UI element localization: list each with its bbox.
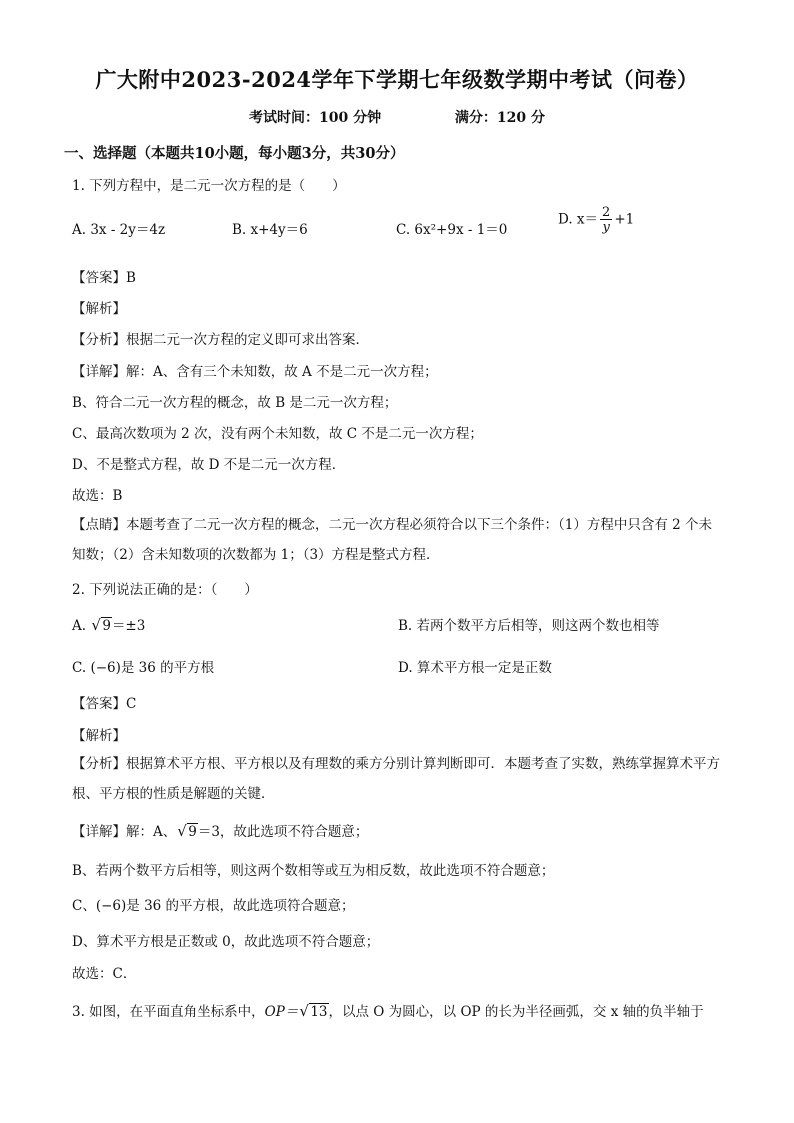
q2-analysis-label: 【解析】 xyxy=(72,728,126,744)
q1-option-d-suffix: +1 xyxy=(614,211,635,228)
q1-answer: 【答案】B xyxy=(72,270,136,286)
fraction-numerator: 2 xyxy=(602,205,611,220)
q2-choose: 故选：C． xyxy=(72,966,137,982)
exam-time: 考试时间：100 分钟 xyxy=(249,110,382,126)
q2-option-c-suffix: 是 36 的平方根 xyxy=(120,660,215,676)
q2-answer: 【答案】C xyxy=(72,696,137,712)
q1-stem: 1. 下列方程中，是二元一次方程的是（ ） xyxy=(72,178,346,194)
q1-analysis-label: 【解析】 xyxy=(72,301,126,317)
q3-stem xyxy=(72,1000,704,1020)
sqrt-symbol xyxy=(178,824,198,840)
q1-option-d xyxy=(558,206,634,234)
q2-xiangjie xyxy=(72,820,368,840)
q1-option-d-fraction xyxy=(600,206,612,234)
q3-suffix: ，以点 O 为圆心，以 OP 的长为半径画弧，交 x 轴的负半轴于 xyxy=(328,1004,704,1020)
q3-op-label: OP＝ xyxy=(264,1004,299,1020)
q1-explain-d: D、不是整式方程，故 D 不是二元一次方程． xyxy=(72,457,346,473)
fraction-denominator: y xyxy=(602,220,610,235)
q2-option-a xyxy=(72,614,145,634)
sqrt-radicand: 9 xyxy=(188,824,197,840)
q2-option-c xyxy=(72,656,214,676)
q2-explain-c-expr: (−6) xyxy=(95,898,127,914)
q2-option-a-prefix: A. xyxy=(72,618,87,634)
q1-explain-b: B、符合二元一次方程的概念，故 B 是二元一次方程； xyxy=(72,395,398,411)
q2-option-a-suffix: ＝±3 xyxy=(111,618,146,634)
q2-explain-c-prefix: C、 xyxy=(72,898,96,914)
q2-stem: 2. 下列说法正确的是：（ ） xyxy=(72,582,258,598)
q1-xiangjie: 【详解】解：A、含有三个未知数，故 A 不是二元一次方程； xyxy=(72,364,438,380)
q1-choose: 故选：B xyxy=(72,488,123,504)
q1-option-b: B. x+4y＝6 xyxy=(232,222,308,238)
exam-title: 广大附中2023-2024学年下学期七年级数学期中考试（问卷） xyxy=(95,67,699,92)
q1-explain-c: C、最高次数项为 2 次，没有两个未知数，故 C 不是二元一次方程； xyxy=(72,426,483,442)
q2-xiangjie-prefix: 【详解】解：A、 xyxy=(72,824,177,840)
section-heading: 一、选择题（本题共10小题，每小题3分，共30分） xyxy=(64,145,405,162)
sqrt-radicand: 9 xyxy=(102,618,111,634)
exam-score: 满分：120 分 xyxy=(454,110,545,126)
sqrt-radicand: 13 xyxy=(310,1004,328,1020)
sqrt-symbol xyxy=(300,1004,328,1020)
q1-fenxi: 【分析】根据二元一次方程的定义即可求出答案． xyxy=(72,332,369,348)
q2-explain-d: D、算术平方根是正数或 0，故此选项不符合题意； xyxy=(72,934,380,950)
q2-option-c-prefix: C. xyxy=(72,660,87,676)
q2-option-d: D. 算术平方根一定是正数 xyxy=(398,660,552,676)
exam-info xyxy=(0,107,794,127)
q2-option-c-expr: (−6) xyxy=(90,660,121,676)
q2-fenxi: 【分析】根据算术平方根、平方根以及有理数的乘方分别计算判断即可．本题考查了实数，熟练掌握算术平方根、平方根的性质是解题的关键． xyxy=(72,756,720,802)
q3-prefix: 3. 如图，在平面直角坐标系中， xyxy=(72,1004,265,1020)
q1-dianjing: 【点睛】本题考查了二元一次方程的概念，二元一次方程必须符合以下三个条件：（1）方程中只含有 2 个未知数；（2）含未知数项的次数都为 1；（3）方程是整式方程． xyxy=(72,517,713,563)
q1-option-a: A. 3x - 2y＝4z xyxy=(72,222,166,238)
q2-xiangjie-suffix: ＝3，故此选项不符合题意； xyxy=(197,824,369,840)
q2-explain-c xyxy=(72,894,355,914)
sqrt-symbol xyxy=(92,618,112,634)
q1-option-c: C. 6x²+9x - 1＝0 xyxy=(396,222,508,238)
q2-option-b: B. 若两个数平方后相等，则这两个数也相等 xyxy=(398,618,660,634)
q1-option-d-prefix: D. x＝ xyxy=(558,211,599,228)
q2-explain-b: B、若两个数平方后相等，则这两个数相等或互为相反数，故此选项不符合题意； xyxy=(72,863,555,879)
q2-explain-c-suffix: 是 36 的平方根，故此选项符合题意； xyxy=(126,898,355,914)
